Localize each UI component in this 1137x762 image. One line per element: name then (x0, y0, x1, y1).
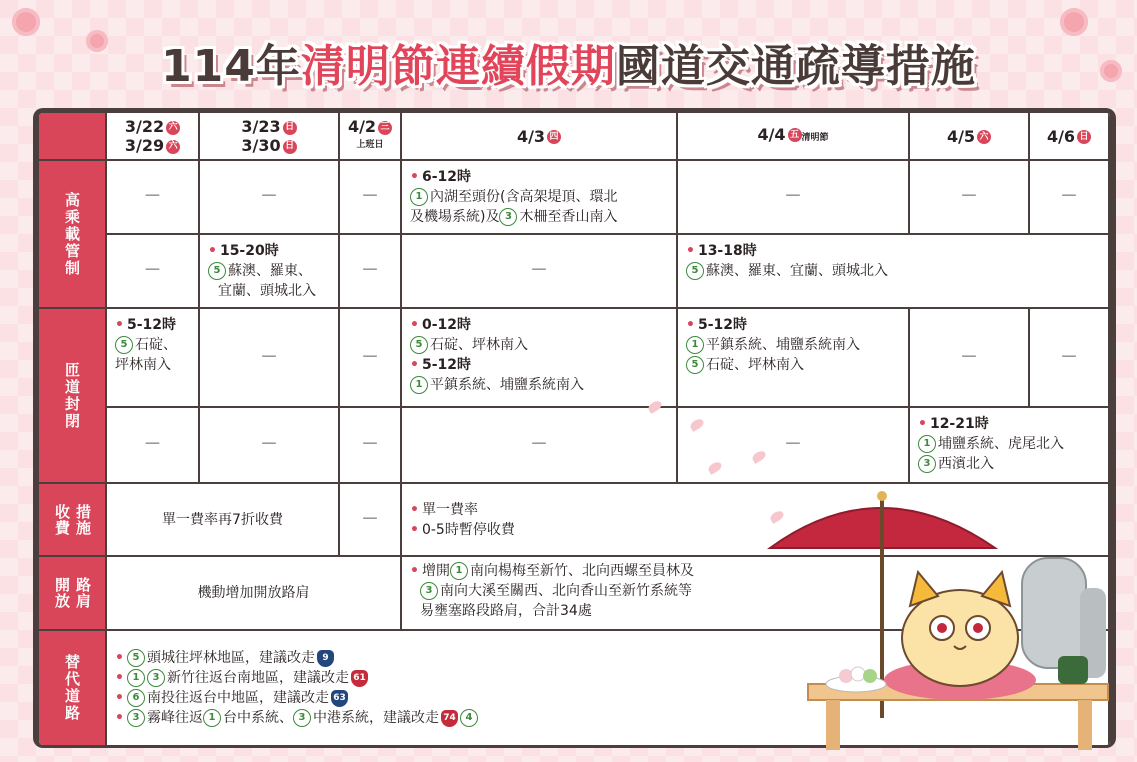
workday-note: 上班日 (356, 140, 384, 150)
table-cell: • 單一費率 • 0-5時暫停收費 (402, 484, 1110, 557)
freeway-icon: 3 (420, 582, 438, 600)
cell-text: 中港系統，建議改走 (312, 710, 439, 726)
table-cell: － (200, 161, 340, 235)
table-cell: － (678, 161, 910, 235)
date-label: 3/23 (241, 117, 281, 136)
row-label-alt: 替代道路 (39, 631, 107, 745)
row-label-text: 開放 (53, 577, 71, 609)
cell-text: 宜蘭、頭城北入 (218, 283, 316, 299)
freeway-icon: 3 (918, 455, 936, 473)
cell-text: 南向大溪至關西、北向香山至新竹系統等 (440, 583, 692, 599)
freeway-icon: 4 (460, 709, 478, 727)
freeway-icon: 1 (686, 336, 704, 354)
row-label-text: 路肩 (74, 577, 92, 609)
cell-text: 平鎮系統、埔鹽系統南入 (430, 377, 584, 393)
header-date-4-5 (910, 113, 1030, 161)
dango-plate-icon (826, 667, 886, 692)
table-cell: • 6-12時 1 內湖至頭份(含高架堤頂、環北 及機場系統)及 3 木柵至香山南入 (402, 161, 678, 235)
highway-shield-icon: 9 (317, 650, 334, 667)
date-label: 4/5 (946, 126, 976, 146)
freeway-icon: 1 (410, 188, 428, 206)
page-title (151, 28, 986, 96)
page-title-wrap (0, 28, 1137, 96)
time-range: 13-18時 (697, 243, 757, 259)
cell-text: 蘇澳、羅東、 (228, 263, 312, 279)
freeway-icon: 1 (203, 709, 221, 727)
header-date-4-2 (340, 113, 402, 161)
highway-shield-icon: 63 (331, 690, 348, 707)
date-label: 4/6 (1046, 126, 1076, 146)
date-label: 3/29 (124, 136, 165, 155)
cell-text: 蘇澳、羅東、宜蘭、頭城北入 (706, 263, 888, 279)
table-cell: • 13-18時 5 蘇澳、羅東、宜蘭、頭城北入 (678, 235, 1110, 309)
row-label-hov: 高乘載管制 (39, 161, 107, 309)
title-subject: 國道交通疏導措施 (615, 41, 976, 92)
time-range: 12-21時 (929, 416, 989, 432)
table-cell: • 5-12時 5 石碇、 坪林南入 (107, 309, 200, 408)
highway-shield-icon: 61 (351, 670, 368, 687)
row-label-ramp: 匝道封閉 (39, 309, 107, 484)
cell-text: 頭城往坪林地區，建議改走 (146, 650, 315, 666)
table-cell: － (678, 408, 910, 484)
cell-text: 0-5時暫停收費 (421, 521, 515, 538)
table-cell: － (340, 161, 402, 235)
table-cell: － (402, 408, 678, 484)
highway-shield-icon: 74 (441, 710, 458, 727)
cell-text: 南投往返台中地區，建議改走 (146, 690, 329, 706)
cell-text: 南向楊梅至新竹、北向西螺至員林及 (469, 563, 694, 579)
table-cell: － (107, 235, 200, 309)
cat-mascot-icon (902, 572, 1018, 686)
cell-text: 增開 (421, 563, 450, 579)
date-label: 4/3 (516, 126, 546, 146)
time-range: 5-12時 (697, 317, 747, 333)
table-cell: • 12-21時 1 埔鹽系統、虎尾北入 3 西濱北入 (910, 408, 1110, 484)
freeway-icon: 1 (127, 669, 145, 687)
cell-text: 坪林南入 (115, 357, 171, 373)
time-range: 6-12時 (421, 169, 471, 185)
freeway-icon: 5 (410, 336, 428, 354)
weekday-badge: 四 (547, 130, 561, 144)
title-holiday: 清明節連續假期 (300, 41, 616, 92)
freeway-icon: 3 (293, 709, 311, 727)
table-cell: • 0-12時 5 石碇、坪林南入 • 5-12時 1 平鎮系統、埔鹽系統南入 (402, 309, 678, 408)
table-cell: － (340, 235, 402, 309)
cell-text: 木柵至香山南入 (519, 209, 618, 225)
time-range: 5-12時 (421, 357, 471, 373)
freeway-icon: 5 (115, 336, 133, 354)
cell-text: 石碇、 (135, 337, 177, 353)
table-cell: 機動增加開放路肩 (107, 557, 402, 631)
table-cell: － (1030, 161, 1110, 235)
cell-text: 新竹往返台南地區，建議改走 (166, 670, 349, 686)
cell-text: 埔鹽系統、虎尾北入 (938, 436, 1064, 452)
table-cell: － (910, 161, 1030, 235)
freeway-icon: 5 (686, 262, 704, 280)
cell-text: 及機場系統)及 (410, 209, 500, 225)
freeway-icon: 1 (918, 435, 936, 453)
header-date-3-22 (107, 113, 200, 161)
freeway-icon: 1 (450, 562, 468, 580)
weekday-badge: 六 (977, 130, 991, 144)
freeway-icon: 3 (499, 208, 517, 226)
table-cell: － (1030, 309, 1110, 408)
table-cell: － (200, 309, 340, 408)
row-label-toll (39, 484, 107, 557)
row-label-text: 措施 (74, 503, 92, 536)
table-cell: － (402, 235, 678, 309)
table-cell: • 5 頭城往坪林地區，建議改走 9 • 1 3 新竹往返台南地區，建議改走 61 • 6 南投往返台中地區，建議改走 63 • 3 霧峰往返 1 台中系統、 3 中港系統，建議改走 74 4 (107, 631, 1110, 745)
table-cell: － (200, 408, 340, 484)
freeway-icon: 3 (127, 709, 145, 727)
header-date-4-4 (678, 113, 910, 161)
header-date-3-23 (200, 113, 340, 161)
date-label: 4/2 (347, 117, 377, 136)
table-cell: － (107, 161, 200, 235)
table-cell: • 5-12時 1 平鎮系統、埔鹽系統南入 5 石碇、坪林南入 (678, 309, 910, 408)
table-cell: 單一費率再7折收費 (107, 484, 340, 557)
cell-text: 單一費率 (421, 501, 478, 518)
header-date-4-3 (402, 113, 678, 161)
table-cell: － (910, 309, 1030, 408)
time-range: 5-12時 (126, 317, 176, 333)
table-cell: － (340, 309, 402, 408)
table-corner (39, 113, 107, 161)
table-cell: － (107, 408, 200, 484)
weekday-badge: 三 (378, 121, 392, 135)
freeway-icon: 5 (208, 262, 226, 280)
weekday-badge: 日 (283, 140, 297, 154)
freeway-icon: 5 (686, 356, 704, 374)
table-cell: • 15-20時 5 蘇澳、羅東、 宜蘭、頭城北入 (200, 235, 340, 309)
table-cell: • 增開 1 南向楊梅至新竹、北向西螺至員林及 3 南向大溪至關西、北向香山至新竹系統等 易壅塞路段路肩，合計34處 (402, 557, 1110, 631)
freeway-icon: 5 (127, 649, 145, 667)
freeway-icon: 3 (147, 669, 165, 687)
cell-text: 平鎮系統、埔鹽系統南入 (706, 337, 860, 353)
freeway-icon: 1 (410, 376, 428, 394)
weekday-badge: 五 (788, 128, 802, 142)
holiday-note: 清明節 (801, 132, 829, 143)
header-date-4-6 (1030, 113, 1110, 161)
mascot-illustration (760, 488, 1120, 750)
time-range: 15-20時 (219, 243, 279, 259)
cell-text: 霧峰往返 (146, 710, 203, 726)
cell-text: 台中系統、 (222, 710, 293, 726)
cell-text: 易壅塞路段路肩，合計34處 (420, 603, 592, 619)
weekday-badge: 日 (283, 121, 297, 135)
weekday-badge: 六 (166, 121, 180, 135)
cell-text: 內湖至頭份(含高架堤頂、環北 (430, 189, 618, 205)
teacup-icon (1058, 656, 1088, 684)
freeway-icon: 6 (127, 689, 145, 707)
time-range: 0-12時 (421, 317, 471, 333)
row-label-shoulder (39, 557, 107, 631)
cell-text: 石碇、坪林南入 (430, 337, 528, 353)
row-label-text: 收費 (53, 503, 71, 536)
table-cell: － (340, 484, 402, 557)
cell-text: 西濱北入 (938, 456, 994, 472)
date-label: 4/4 (757, 124, 786, 144)
cell-text: 石碇、坪林南入 (706, 357, 804, 373)
date-label: 3/30 (241, 136, 281, 155)
weekday-badge: 六 (166, 140, 180, 154)
weekday-badge: 日 (1077, 130, 1091, 144)
date-label: 3/22 (124, 117, 165, 136)
table-cell: － (340, 408, 402, 484)
title-year: 114年 (161, 41, 301, 92)
